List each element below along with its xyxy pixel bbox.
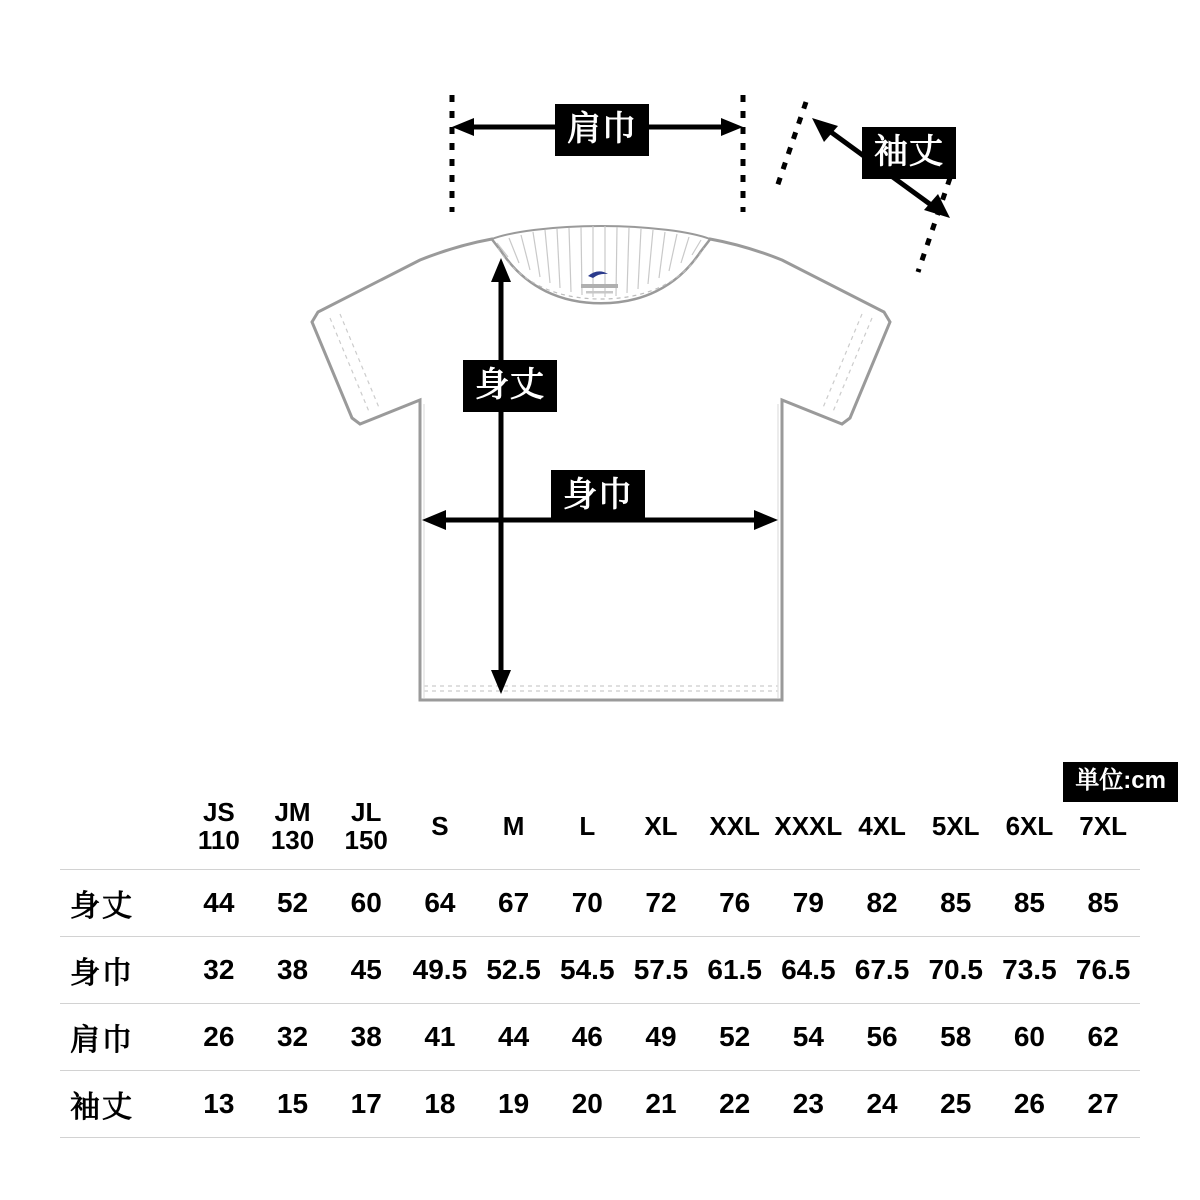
size-header-line1: 5XL [931, 810, 980, 841]
size-header-line1: JM [274, 796, 311, 827]
size-header-line1: XL [644, 810, 678, 841]
table-cell: 49 [645, 1021, 677, 1052]
table-cell: 25 [940, 1088, 972, 1119]
size-column-header [624, 795, 698, 870]
table-row [60, 870, 1140, 937]
row-label: 身丈 [70, 890, 134, 923]
table-header-row [60, 795, 1140, 870]
size-column-header [993, 795, 1067, 870]
table-cell: 17 [350, 1088, 382, 1119]
table-cell: 76 [719, 887, 751, 918]
size-column-header [403, 795, 477, 870]
size-header-line1: L [579, 810, 596, 841]
table-cell: 38 [350, 1021, 382, 1052]
table-cell: 85 [940, 887, 972, 918]
table-cell: 23 [792, 1088, 824, 1119]
size-column-header [329, 795, 403, 870]
table-cell: 22 [719, 1088, 751, 1119]
table-cell: 56 [866, 1021, 898, 1052]
size-column-header [550, 795, 624, 870]
label-shoulder-width: 肩巾 [555, 104, 649, 156]
table-cell: 60 [1013, 1021, 1045, 1052]
table-cell: 45 [350, 954, 382, 985]
table-cell: 46 [571, 1021, 603, 1052]
table-cell: 85 [1087, 887, 1119, 918]
row-label: 袖丈 [70, 1091, 134, 1124]
size-header-line1: JL [351, 796, 382, 827]
table-cell: 62 [1087, 1021, 1119, 1052]
table-cell: 76.5 [1075, 954, 1131, 985]
size-header-line1: M [502, 810, 525, 841]
table-cell: 72 [645, 887, 677, 918]
size-header-line1: JS [202, 796, 235, 827]
table-cell: 21 [645, 1088, 677, 1119]
size-header-line2: 110 [197, 825, 240, 855]
table-cell: 20 [571, 1088, 603, 1119]
table-cell: 52.5 [486, 954, 541, 985]
table-cell: 82 [866, 887, 898, 918]
table-cell: 19 [498, 1088, 530, 1119]
table-cell: 54.5 [560, 954, 615, 985]
table-cell: 27 [1087, 1088, 1119, 1119]
table-cell: 67.5 [854, 954, 910, 985]
table-cell: 85 [1013, 887, 1045, 918]
size-column-header [182, 795, 256, 870]
table-cell: 54 [792, 1021, 824, 1052]
table-cell: 52 [719, 1021, 751, 1052]
table-cell: 41 [424, 1021, 456, 1052]
table-cell: 18 [424, 1088, 456, 1119]
table-cell: 79 [792, 887, 824, 918]
table-cell: 57.5 [633, 954, 689, 985]
table-row [60, 937, 1140, 1004]
label-sleeve-length: 袖丈 [862, 127, 956, 179]
table-header [60, 795, 1140, 870]
size-header-line1: S [431, 810, 449, 841]
size-header-line2: 130 [270, 825, 315, 855]
table-cell: 64 [424, 887, 456, 918]
label-body-width: 身巾 [551, 470, 645, 522]
size-header-line2: 150 [344, 825, 388, 855]
table-cell: 73.5 [1002, 954, 1057, 985]
table-row [60, 1004, 1140, 1071]
table-cell: 67 [498, 887, 530, 918]
table-cell: 61.5 [707, 954, 762, 985]
table-cell: 49.5 [412, 954, 468, 985]
size-column-header [845, 795, 919, 870]
size-column-header [772, 795, 846, 870]
table-cell: 44 [203, 887, 235, 918]
size-column-header [477, 795, 551, 870]
table-cell: 44 [498, 1021, 530, 1052]
table-cell: 32 [203, 954, 235, 985]
table-cell: 26 [1013, 1088, 1045, 1119]
table-cell: 24 [866, 1088, 898, 1119]
table-cell: 60 [350, 887, 382, 918]
size-column-header [698, 795, 772, 870]
size-header-line1: XXXL [774, 810, 843, 841]
size-chart-table [60, 795, 1140, 1138]
table-cell: 38 [276, 954, 309, 985]
table-cell: 64.5 [781, 954, 836, 985]
size-header-line1: 7XL [1079, 810, 1127, 841]
table-body [60, 870, 1140, 1138]
table-cell: 13 [203, 1088, 235, 1119]
table-row [60, 1071, 1140, 1138]
table-cell: 15 [276, 1088, 309, 1119]
size-column-header [256, 795, 330, 870]
size-header-line1: 4XL [858, 810, 906, 841]
size-header-line1: 6XL [1005, 810, 1054, 841]
size-column-header [919, 795, 993, 870]
size-header-line1: XXL [709, 810, 760, 841]
measurement-column-header [60, 795, 182, 870]
unit-badge: 単位:cm [1063, 762, 1178, 802]
table-cell: 70.5 [928, 954, 983, 985]
table-cell: 58 [940, 1021, 972, 1052]
table-cell: 32 [276, 1021, 309, 1052]
table-cell: 26 [203, 1021, 235, 1052]
size-column-header [1066, 795, 1140, 870]
row-label: 肩巾 [70, 1024, 134, 1057]
table-cell: 52 [276, 887, 309, 918]
table-cell: 70 [571, 887, 603, 918]
label-body-length: 身丈 [463, 360, 557, 412]
row-label: 身巾 [70, 957, 134, 990]
